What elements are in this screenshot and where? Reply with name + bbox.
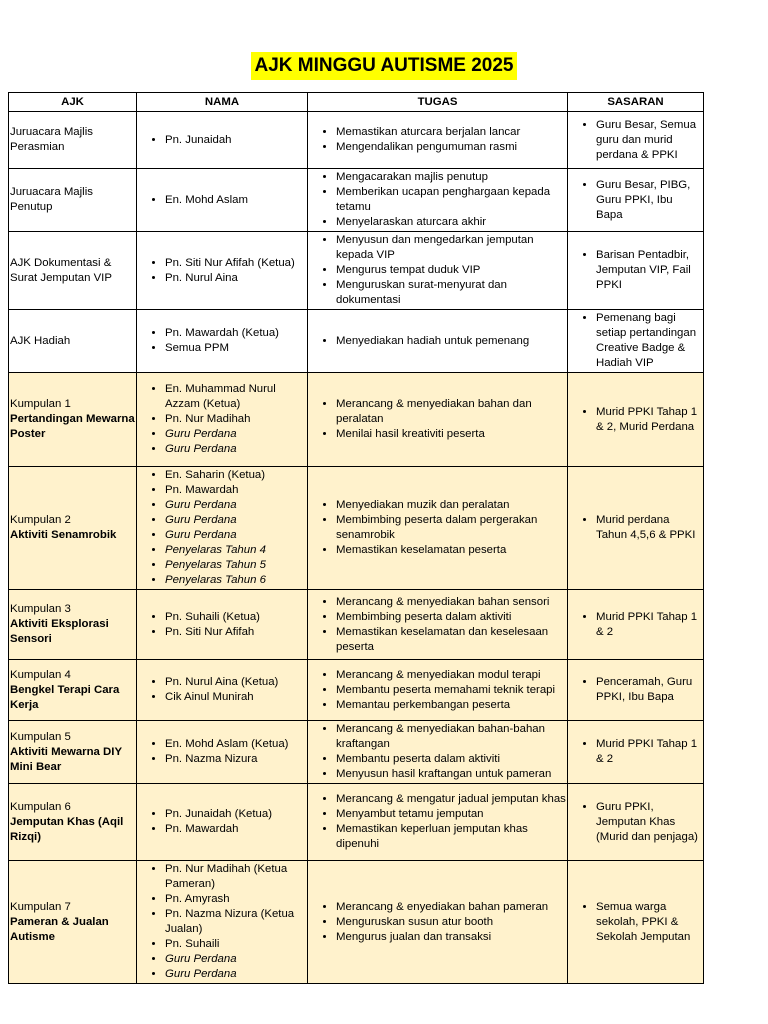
sasaran-item: • Guru Besar, Semua guru dan murid perdana & PPKI — [596, 118, 702, 163]
ajk-label: Kumpulan 4 — [10, 668, 71, 681]
tugas-cell — [308, 467, 568, 590]
table-row — [9, 861, 704, 984]
header-ajk: AJK — [9, 93, 137, 112]
nama-cell — [137, 467, 308, 590]
ajk-cell — [9, 373, 137, 467]
sasaran-item: • Pemenang bagi setiap pertandingan Creative Badge & Hadiah VIP — [596, 311, 702, 371]
table-row — [9, 467, 704, 590]
sasaran-item: • Guru PPKI, Jemputan Khas (Murid dan penjaga) — [596, 800, 702, 845]
nama-item: • Pn. Siti Nur Afifah — [165, 625, 306, 640]
ajk-label: AJK Dokumentasi & Surat Jemputan VIP — [10, 256, 112, 284]
ajk-cell — [9, 721, 137, 784]
committee-table — [8, 92, 704, 984]
ajk-title: Bengkel Terapi Cara Kerja — [10, 683, 120, 711]
tugas-list — [309, 595, 566, 655]
nama-item: • Pn. Siti Nur Afifah (Ketua) — [165, 256, 306, 271]
nama-item: • Guru Perdana — [165, 967, 306, 982]
ajk-label: AJK Hadiah — [10, 334, 71, 347]
nama-item: • Penyelaras Tahun 6 — [165, 573, 306, 588]
tugas-item: • Memastikan aturcara berjalan lancar — [336, 125, 566, 140]
table-row — [9, 112, 704, 169]
nama-cell — [137, 373, 308, 467]
tugas-cell — [308, 232, 568, 310]
sasaran-item: • Murid PPKI Tahap 1 & 2 — [596, 610, 702, 640]
table-row — [9, 373, 704, 467]
table-row — [9, 721, 704, 784]
ajk-cell — [9, 169, 137, 232]
sasaran-cell — [568, 232, 704, 310]
tugas-cell — [308, 721, 568, 784]
tugas-list — [309, 334, 566, 349]
nama-cell — [137, 590, 308, 660]
nama-item: • Guru Perdana — [165, 442, 306, 457]
nama-list — [138, 193, 306, 208]
tugas-item: • Mengacarakan majlis penutup — [336, 170, 566, 185]
sasaran-cell — [568, 169, 704, 232]
ajk-cell — [9, 861, 137, 984]
nama-list — [138, 133, 306, 148]
table-row — [9, 784, 704, 861]
sasaran-cell — [568, 310, 704, 373]
tugas-list — [309, 125, 566, 155]
ajk-title: Jemputan Khas (Aqil Rizqi) — [10, 815, 124, 843]
nama-item: • Guru Perdana — [165, 513, 306, 528]
tugas-item: • Memastikan keselamatan dan keselesaan peserta — [336, 625, 566, 655]
nama-item: • Pn. Nur Madihah — [165, 412, 306, 427]
ajk-label: Juruacara Majlis Penutup — [10, 186, 93, 213]
sasaran-cell — [568, 660, 704, 721]
nama-item: • En. Mohd Aslam — [165, 193, 306, 208]
tugas-cell — [308, 590, 568, 660]
ajk-label: Kumpulan 1 — [10, 398, 71, 410]
nama-cell — [137, 861, 308, 984]
ajk-cell — [9, 467, 137, 590]
nama-cell — [137, 169, 308, 232]
sasaran-item: • Penceramah, Guru PPKI, Ibu Bapa — [596, 675, 702, 705]
sasaran-cell — [568, 112, 704, 169]
nama-item: • Guru Perdana — [165, 427, 306, 442]
nama-item: • Cik Ainul Munirah — [165, 690, 306, 705]
ajk-title: Aktiviti Mewarna DIY Mini Bear — [10, 745, 122, 773]
header-sasaran: SASARAN — [568, 93, 704, 112]
nama-item: • Pn. Mawardah — [165, 483, 306, 498]
nama-item: • Pn. Suhaili (Ketua) — [165, 610, 306, 625]
tugas-list — [309, 498, 566, 558]
nama-item: • Pn. Mawardah (Ketua) — [165, 326, 306, 341]
header-row — [9, 93, 704, 112]
sasaran-list — [569, 178, 702, 223]
sasaran-item: • Murid PPKI Tahap 1 & 2 — [596, 737, 702, 767]
table-body — [9, 112, 704, 984]
ajk-label: Kumpulan 7 — [10, 900, 71, 913]
tugas-item: • Menyediakan muzik dan peralatan — [336, 498, 566, 513]
tugas-item: • Memantau perkembangan peserta — [336, 698, 566, 713]
tugas-list — [309, 668, 566, 713]
ajk-cell — [9, 112, 137, 169]
tugas-item: • Membimbing peserta dalam aktiviti — [336, 610, 566, 625]
table-row — [9, 590, 704, 660]
ajk-title: Aktiviti Eksplorasi Sensori — [10, 618, 109, 645]
nama-item: • En. Muhammad Nurul Azzam (Ketua) — [165, 382, 306, 412]
header-tugas: TUGAS — [308, 93, 568, 112]
ajk-label: Kumpulan 2 — [10, 514, 71, 526]
tugas-list — [309, 792, 566, 852]
sasaran-item: • Murid perdana Tahun 4,5,6 & PPKI — [596, 513, 702, 543]
ajk-label: Kumpulan 6 — [10, 800, 71, 813]
ajk-title: Aktiviti Senamrobik — [10, 529, 117, 541]
nama-item: • Pn. Nazma Nizura (Ketua Jualan) — [165, 907, 306, 937]
sasaran-item: • Guru Besar, PIBG, Guru PPKI, Ibu Bapa — [596, 178, 702, 223]
nama-item: • Pn. Suhaili — [165, 937, 306, 952]
tugas-item: • Merancang & menyediakan bahan sensori — [336, 595, 566, 610]
sasaran-item: • Barisan Pentadbir, Jemputan VIP, Fail PPKI — [596, 248, 702, 293]
title-wrap — [0, 52, 768, 80]
sasaran-list — [569, 610, 702, 640]
nama-item: • Pn. Junaidah — [165, 133, 306, 148]
tugas-cell — [308, 861, 568, 984]
table-row — [9, 169, 704, 232]
tugas-item: • Memberikan ucapan penghargaan kepada tetamu — [336, 185, 566, 215]
sasaran-list — [569, 248, 702, 293]
sasaran-cell — [568, 373, 704, 467]
ajk-label: Kumpulan 5 — [10, 730, 71, 743]
tugas-item: • Merancang & menyediakan bahan-bahan kraftangan — [336, 722, 566, 752]
sasaran-list — [569, 900, 702, 945]
tugas-item: • Membimbing peserta dalam pergerakan senamrobik — [336, 513, 566, 543]
nama-item: • Pn. Nazma Nizura — [165, 752, 306, 767]
tugas-item: • Membantu peserta dalam aktiviti — [336, 752, 566, 767]
sasaran-item: • Murid PPKI Tahap 1 & 2, Murid Perdana — [596, 405, 702, 435]
ajk-label: Kumpulan 3 — [10, 603, 71, 615]
tugas-item: • Merancang & menyediakan bahan dan peralatan — [336, 397, 566, 427]
sasaran-cell — [568, 861, 704, 984]
nama-cell — [137, 784, 308, 861]
nama-item: • Pn. Mawardah — [165, 822, 306, 837]
ajk-cell — [9, 660, 137, 721]
tugas-list — [309, 722, 566, 782]
tugas-item: • Menguruskan susun atur booth — [336, 915, 566, 930]
tugas-cell — [308, 373, 568, 467]
tugas-item: • Menyelaraskan aturcara akhir — [336, 215, 566, 230]
tugas-list — [309, 233, 566, 308]
nama-cell — [137, 721, 308, 784]
sasaran-list — [569, 737, 702, 767]
table-row — [9, 232, 704, 310]
tugas-cell — [308, 112, 568, 169]
tugas-item: • Menguruskan surat-menyurat dan dokumentasi — [336, 278, 566, 308]
tugas-item: • Menilai hasil kreativiti peserta — [336, 427, 566, 442]
tugas-cell — [308, 784, 568, 861]
nama-item: • Penyelaras Tahun 5 — [165, 558, 306, 573]
nama-list — [138, 610, 306, 640]
tugas-item: • Menyambut tetamu jemputan — [336, 807, 566, 822]
ajk-title: Pameran & Jualan Autisme — [10, 915, 109, 943]
ajk-cell — [9, 784, 137, 861]
nama-item: • Semua PPM — [165, 341, 306, 356]
sasaran-cell — [568, 784, 704, 861]
tugas-item: • Memastikan keselamatan peserta — [336, 543, 566, 558]
tugas-cell — [308, 169, 568, 232]
ajk-cell — [9, 310, 137, 373]
nama-item: • Pn. Nurul Aina (Ketua) — [165, 675, 306, 690]
nama-item: • Penyelaras Tahun 4 — [165, 543, 306, 558]
table-row — [9, 310, 704, 373]
ajk-label: Juruacara Majlis Perasmian — [10, 126, 93, 153]
table-row — [9, 660, 704, 721]
tugas-cell — [308, 310, 568, 373]
tugas-list — [309, 397, 566, 442]
sasaran-cell — [568, 590, 704, 660]
sasaran-cell — [568, 467, 704, 590]
nama-list — [138, 468, 306, 588]
nama-cell — [137, 310, 308, 373]
tugas-item: • Membantu peserta memahami teknik terapi — [336, 683, 566, 698]
ajk-title: Pertandingan Mewarna Poster — [10, 413, 135, 440]
tugas-item: • Menyediakan hadiah untuk pemenang — [336, 334, 566, 349]
nama-item: • En. Mohd Aslam (Ketua) — [165, 737, 306, 752]
sasaran-list — [569, 311, 702, 371]
nama-list — [138, 807, 306, 837]
nama-item: • Pn. Junaidah (Ketua) — [165, 807, 306, 822]
nama-list — [138, 737, 306, 767]
tugas-item: • Mengendalikan pengumuman rasmi — [336, 140, 566, 155]
sasaran-list — [569, 118, 702, 163]
tugas-item: • Merancang & enyediakan bahan pameran — [336, 900, 566, 915]
page-title: AJK MINGGU AUTISME 2025 — [251, 52, 516, 80]
nama-item: • Pn. Nur Madihah (Ketua Pameran) — [165, 862, 306, 892]
sasaran-list — [569, 675, 702, 705]
nama-list — [138, 382, 306, 457]
nama-list — [138, 256, 306, 286]
nama-cell — [137, 112, 308, 169]
tugas-item: • Mengurus tempat duduk VIP — [336, 263, 566, 278]
nama-list — [138, 326, 306, 356]
sasaran-list — [569, 513, 702, 543]
ajk-cell — [9, 232, 137, 310]
sasaran-cell — [568, 721, 704, 784]
tugas-item: • Merancang & menyediakan modul terapi — [336, 668, 566, 683]
nama-cell — [137, 232, 308, 310]
tugas-item: • Memastikan keperluan jemputan khas dipenuhi — [336, 822, 566, 852]
tugas-cell — [308, 660, 568, 721]
ajk-cell — [9, 590, 137, 660]
sasaran-list — [569, 800, 702, 845]
sasaran-item: • Semua warga sekolah, PPKI & Sekolah Jemputan — [596, 900, 702, 945]
nama-item: • Pn. Amyrash — [165, 892, 306, 907]
tugas-item: • Menyusun dan mengedarkan jemputan kepada VIP — [336, 233, 566, 263]
nama-item: • En. Saharin (Ketua) — [165, 468, 306, 483]
nama-cell — [137, 660, 308, 721]
nama-item: • Guru Perdana — [165, 952, 306, 967]
tugas-item: • Menyusun hasil kraftangan untuk pameran — [336, 767, 566, 782]
nama-list — [138, 862, 306, 982]
header-nama: NAMA — [137, 93, 308, 112]
tugas-item: • Merancang & mengatur jadual jemputan khas — [336, 792, 566, 807]
nama-item: • Guru Perdana — [165, 528, 306, 543]
sasaran-list — [569, 405, 702, 435]
nama-item: • Pn. Nurul Aina — [165, 271, 306, 286]
tugas-list — [309, 170, 566, 230]
nama-item: • Guru Perdana — [165, 498, 306, 513]
nama-list — [138, 675, 306, 705]
tugas-list — [309, 900, 566, 945]
tugas-item: • Mengurus jualan dan transaksi — [336, 930, 566, 945]
